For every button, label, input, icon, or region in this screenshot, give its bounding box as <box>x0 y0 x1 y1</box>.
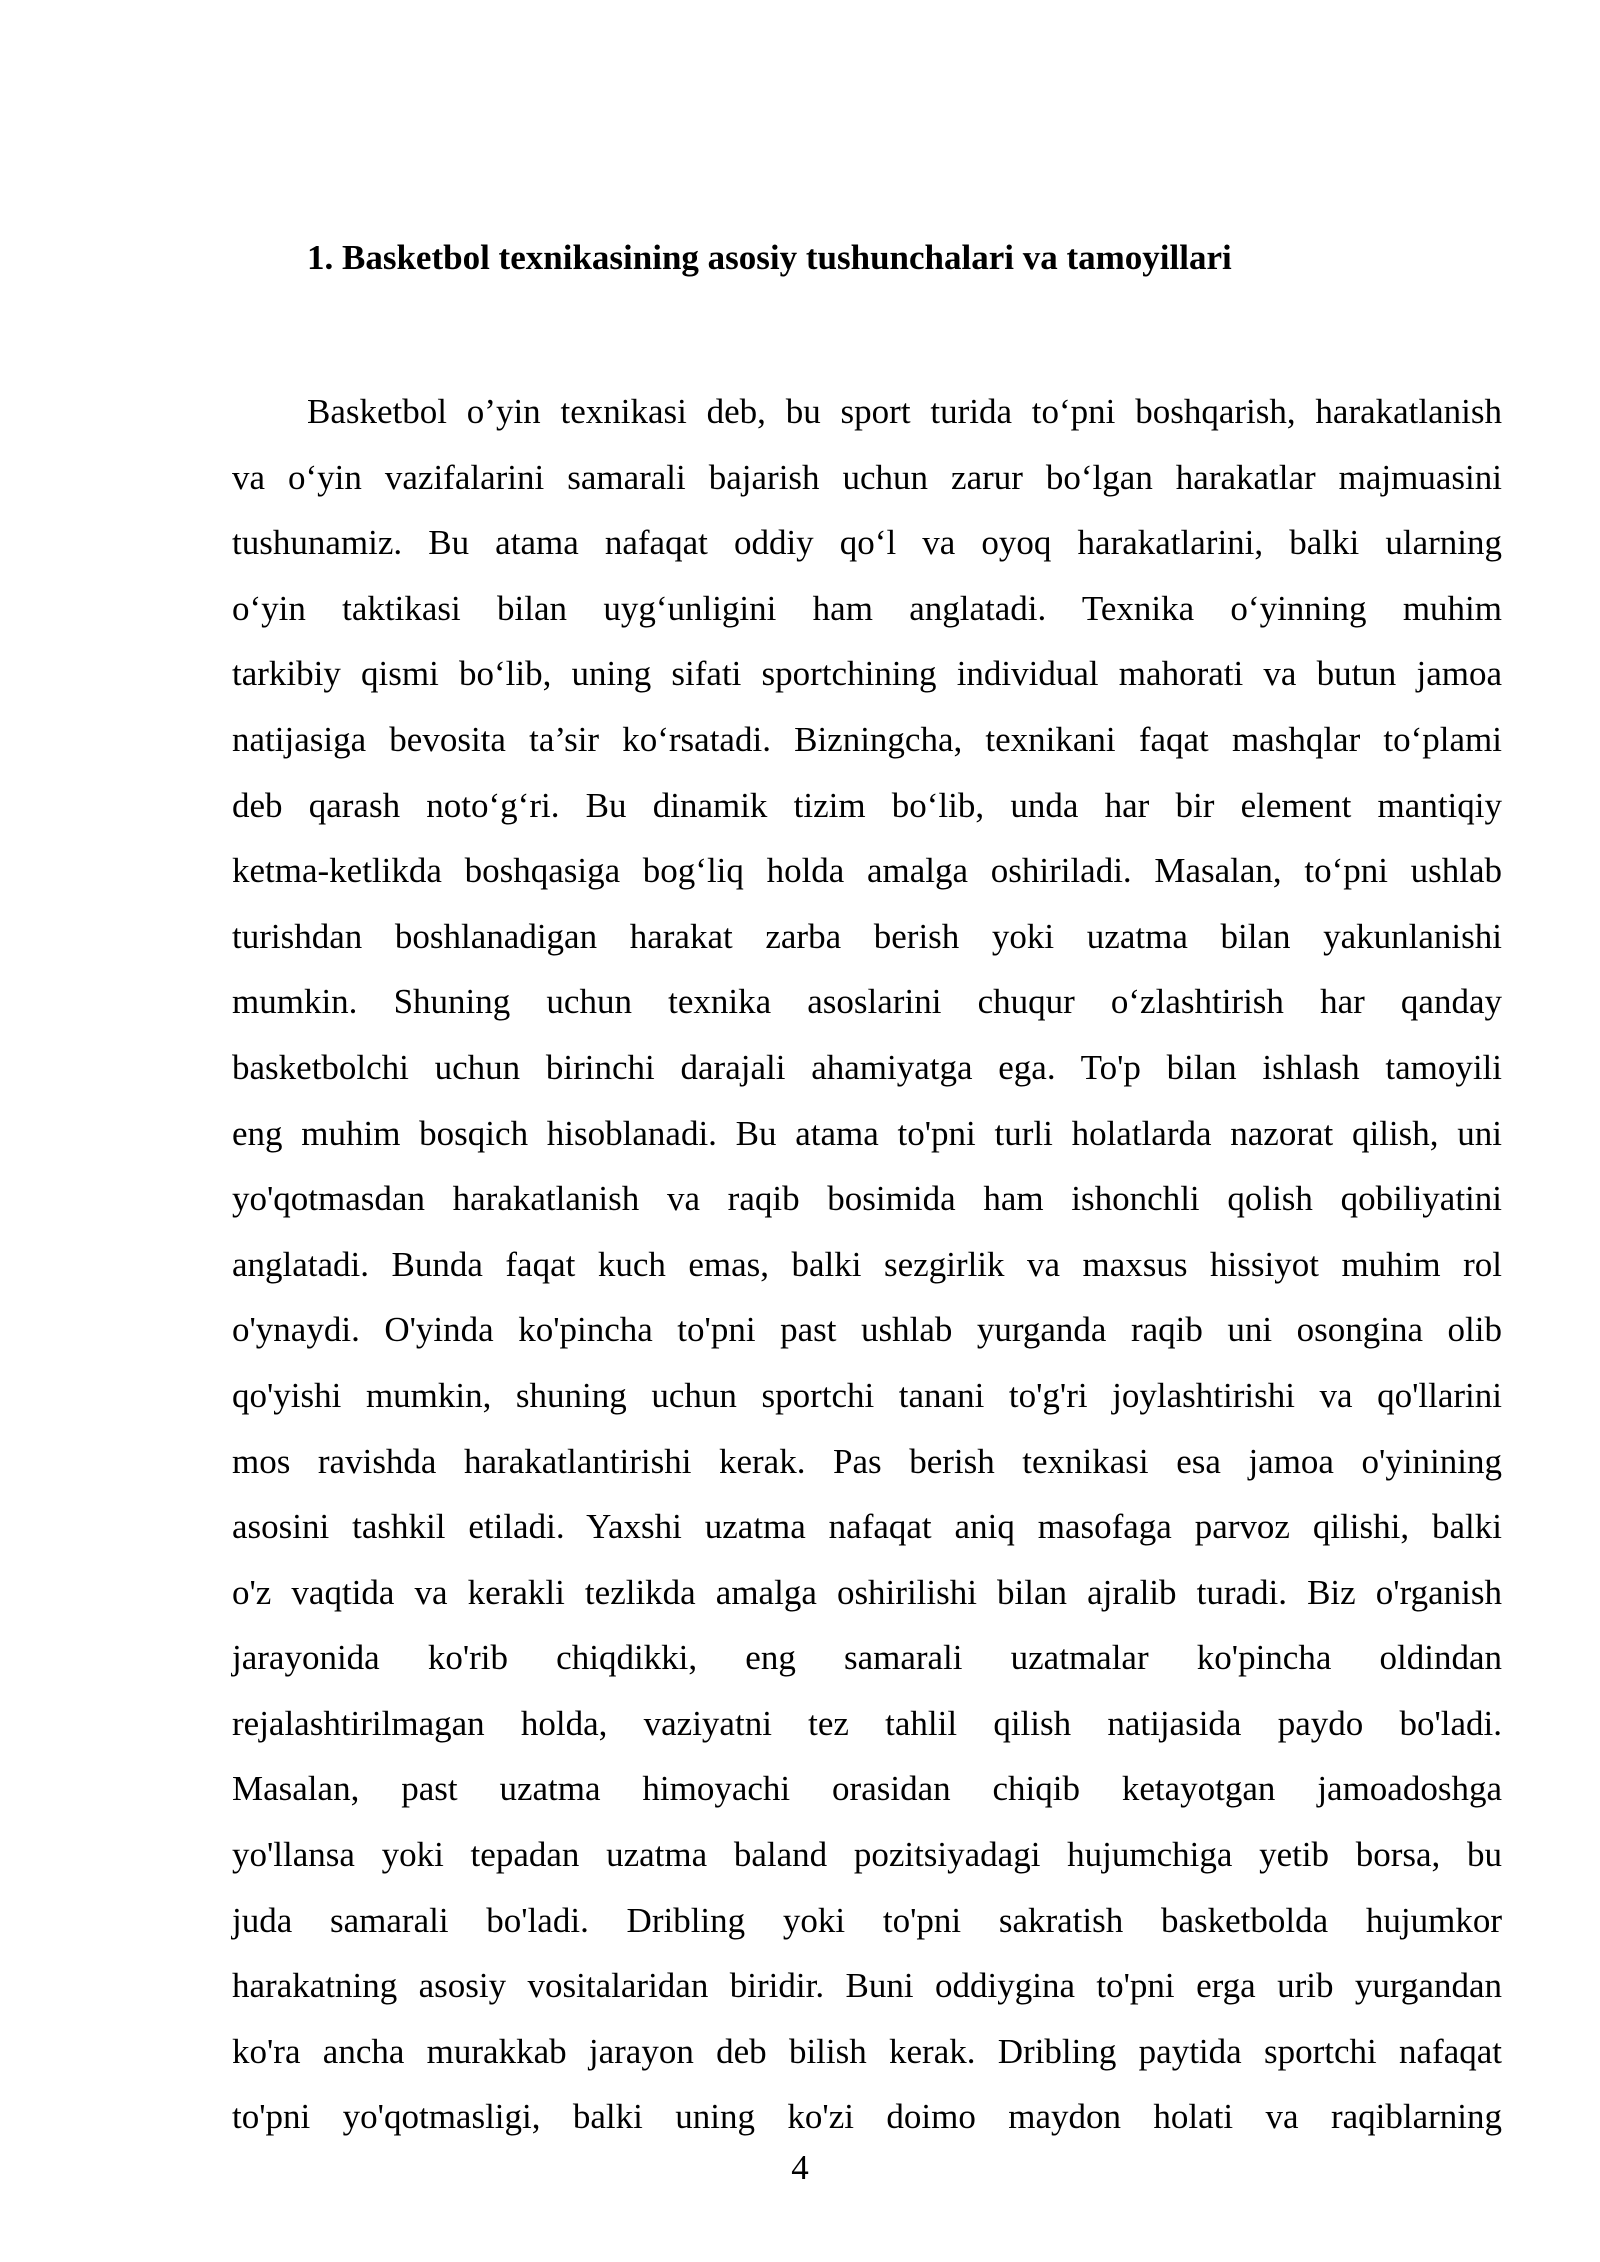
text-line: ketma-ketlikda boshqasiga bog‘liq holda amalga oshiriladi. Masalan, to‘pni ushlab <box>232 851 1502 891</box>
text-line: tarkibiy qismi bo‘lib, uning sifati sportchining individual mahorati va butun jamoa <box>232 654 1502 694</box>
text-line: o'z vaqtida va kerakli tezlikda amalga oshirilishi bilan ajralib turadi. Biz o'rganish <box>232 1572 1502 1612</box>
text-line: basketbolchi uchun birinchi darajali ahamiyatga ega. To'p bilan ishlash tamoyili <box>232 1047 1502 1087</box>
text-line: va o‘yin vazifalarini samarali bajarish uchun zarur bo‘lgan harakatlar majmuasini <box>232 457 1502 497</box>
text-line: rejalashtirilmagan holda, vaziyatni tez tahlil qilish natijasida paydo bo'ladi. <box>232 1703 1502 1743</box>
text-line: o'ynaydi. O'yinda ko'pincha to'pni past ushlab yurganda raqib uni osongina olib <box>232 1310 1502 1350</box>
section-heading: 1. Basketbol texnikasining asosiy tushunchalari va tamoyillari <box>307 238 1232 277</box>
text-line: Basketbol o’yin texnikasi deb, bu sport turida to‘pni boshqarish, harakatlanish <box>307 392 1502 431</box>
text-line: yo'qotmasdan harakatlanish va raqib bosimida ham ishonchli qolish qobiliyatini <box>232 1179 1502 1219</box>
text-line: mumkin. Shuning uchun texnika asoslarini chuqur o‘zlashtirish har qanday <box>232 982 1502 1022</box>
text-line: Masalan, past uzatma himoyachi orasidan chiqib ketayotgan jamoadoshga <box>232 1769 1502 1809</box>
text-line: qo'yishi mumkin, shuning uchun sportchi tanani to'g'ri joylashtirishi va qo'llarini <box>232 1375 1502 1415</box>
text-line: mos ravishda harakatlantirishi kerak. Pas berish texnikasi esa jamoa o'yinining <box>232 1441 1502 1481</box>
text-line: ko'ra ancha murakkab jarayon deb bilish kerak. Dribling paytida sportchi nafaqat <box>232 2031 1502 2071</box>
text-line: deb qarash noto‘g‘ri. Bu dinamik tizim bo‘lib, unda har bir element mantiqiy <box>232 785 1502 825</box>
text-line: juda samarali bo'ladi. Dribling yoki to'pni sakratish basketbolda hujumkor <box>232 1900 1502 1940</box>
text-line: jarayonida ko'rib chiqdikki, eng samarali uzatmalar ko'pincha oldindan <box>232 1638 1502 1678</box>
text-line: natijasiga bevosita ta’sir ko‘rsatadi. Bizningcha, texnikani faqat mashqlar to‘plami <box>232 719 1502 759</box>
text-line: yo'llansa yoki tepadan uzatma baland pozitsiyadagi hujumchiga yetib borsa, bu <box>232 1835 1502 1875</box>
text-line: turishdan boshlanadigan harakat zarba berish yoki uzatma bilan yakunlanishi <box>232 916 1502 956</box>
text-line: tushunamiz. Bu atama nafaqat oddiy qo‘l va oyoq harakatlarini, balki ularning <box>232 523 1502 563</box>
text-line: to'pni yo'qotmasligi, balki uning ko'zi doimo maydon holati va raqiblarning <box>232 2097 1502 2137</box>
text-line: harakatning asosiy vositalaridan biridir. Buni oddiygina to'pni erga urib yurgandan <box>232 1966 1502 2006</box>
text-line: asosini tashkil etiladi. Yaxshi uzatma nafaqat aniq masofaga parvoz qilishi, balki <box>232 1507 1502 1547</box>
text-line: eng muhim bosqich hisoblanadi. Bu atama to'pni turli holatlarda nazorat qilish, uni <box>232 1113 1502 1153</box>
page-number: 4 <box>791 2148 809 2187</box>
text-line: o‘yin taktikasi bilan uyg‘unligini ham anglatadi. Texnika o‘yinning muhim <box>232 588 1502 628</box>
body-paragraph <box>232 379 1502 2150</box>
text-line: anglatadi. Bunda faqat kuch emas, balki sezgirlik va maxsus hissiyot muhim rol <box>232 1244 1502 1284</box>
